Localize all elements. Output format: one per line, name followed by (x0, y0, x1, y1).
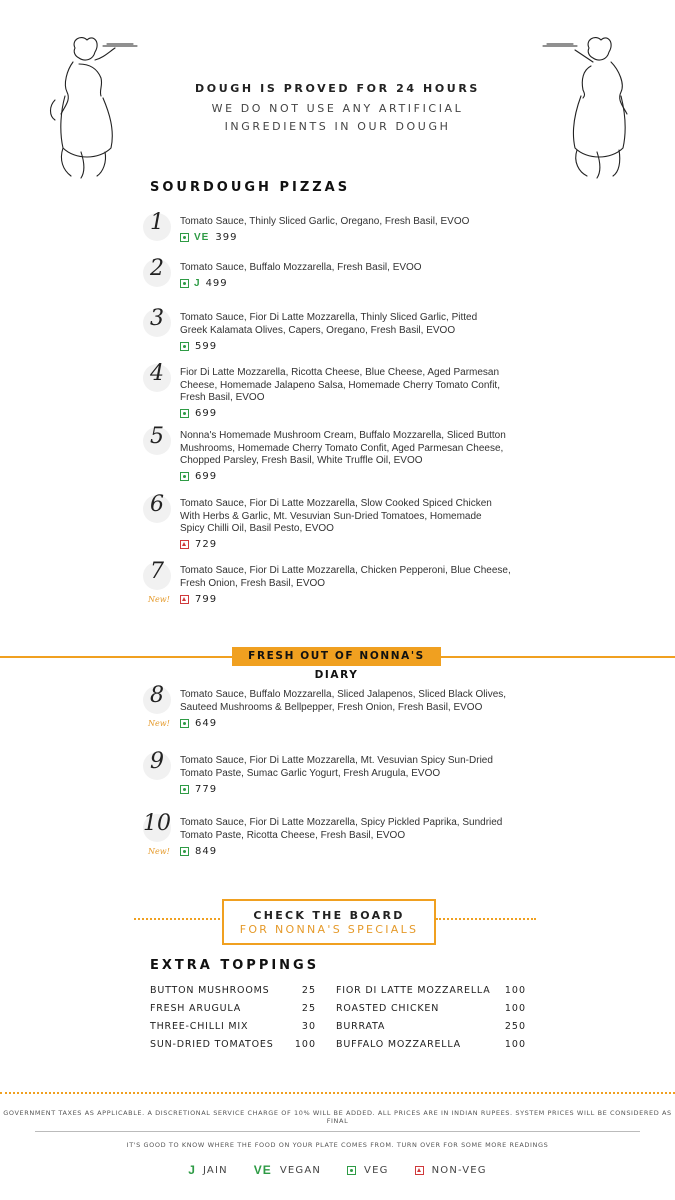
pizza-description (180, 262, 530, 275)
legend-vegan-label: VEGAN (279, 1164, 322, 1176)
pizza-price-row (180, 408, 217, 420)
jain-icon: J (188, 1163, 195, 1177)
pizza-description-line: Fresh Onion, Fresh Basil, EVOO (180, 577, 326, 589)
topping-name: BUFFALO MOZZARELLA (336, 1039, 461, 1050)
pizza-price: 699 (195, 408, 218, 420)
topping-name: BURRATA (336, 1021, 386, 1032)
topping-name: ROASTED CHICKEN (336, 1003, 440, 1014)
pizza-description-line: Tomato Sauce, Buffalo Mozzarella, Sliced Jalapenos, Sliced Black Olives, (180, 689, 507, 700)
pizza-description-line: With Herbs & Garlic, Mt. Vesuvian Sun-Dried Tomatoes, Homemade (180, 510, 482, 522)
footer-tax-note: GOVERNMENT TAXES AS APPLICABLE. A DISCRETIONAL SERVICE CHARGE OF 10% WILL BE ADDED. ALL PRICES ARE IN INDIAN RUPEES. SYSTEM PRICES WILL BE CONSIDERED AS FINAL (3, 1109, 672, 1125)
pizza-price-row (180, 278, 228, 290)
tagline-line-3: INGREDIENTS IN OUR DOUGH (224, 120, 451, 133)
dotted-line-left (134, 918, 220, 920)
pizza-description (180, 216, 530, 229)
pizza-price-row (180, 593, 217, 605)
board-line-1: CHECK THE BOARD (253, 909, 405, 922)
legend-vegan (254, 1163, 321, 1177)
check-board-box (222, 899, 436, 945)
pizza-price: 779 (195, 783, 218, 795)
pizza-price: 649 (195, 717, 218, 729)
topping-name: BUTTON MUSHROOMS (150, 985, 270, 996)
pizza-description (180, 312, 530, 337)
pizza-number: 8 (150, 683, 164, 708)
pizza-price: 599 (195, 340, 218, 352)
non-veg-icon (180, 540, 189, 549)
veg-icon (180, 279, 189, 288)
jain-icon: J (194, 278, 200, 290)
pizza-description-line: Mushrooms, Homemade Cherry Tomato Confit, Aged Parmesan Cheese, (180, 442, 504, 454)
pizza-number: 10 (143, 811, 171, 836)
pizza-number: 1 (150, 210, 164, 235)
legend-jain (188, 1163, 228, 1177)
legend-veg (347, 1165, 389, 1176)
pizza-description (180, 498, 530, 536)
pizza-description (180, 565, 530, 590)
pizza-description-line: Fresh Basil, EVOO (180, 392, 265, 404)
veg-icon (180, 785, 189, 794)
pizza-price: 699 (195, 471, 218, 483)
section-title-sourdough: SOURDOUGH PIZZAS (150, 180, 351, 195)
pizza-description-line: Tomato Sauce, Buffalo Mozzarella, Fresh Basil, EVOO (180, 262, 422, 273)
pizza-number: 4 (150, 361, 164, 386)
non-veg-icon (180, 595, 189, 604)
pizza-description-line: Spicy Chilli Oil, Basil Pesto, EVOO (180, 523, 334, 535)
veg-icon (180, 342, 189, 351)
pizza-number: 3 (150, 306, 164, 331)
topping-price: 25 (301, 985, 316, 996)
legend-nonveg (415, 1165, 487, 1176)
pizza-description (180, 755, 530, 780)
pizza-number: 2 (150, 256, 164, 281)
pizza-description-line: Tomato Sauce, Thinly Sliced Garlic, Oregano, Fresh Basil, EVOO (180, 216, 470, 227)
legend-nonveg-label: NON-VEG (431, 1164, 487, 1176)
pizza-price-row (180, 783, 217, 795)
pizza-price-row (180, 340, 217, 352)
topping-name: SUN-DRIED TOMATOES (150, 1039, 274, 1050)
new-tag: New! (148, 719, 170, 729)
dotted-line-footer (0, 1092, 675, 1094)
pizza-price-row (180, 471, 217, 483)
new-tag: New! (148, 595, 170, 605)
pizza-description-line: Tomato Sauce, Fior Di Latte Mozzarella, Chicken Pepperoni, Blue Cheese, (180, 565, 511, 576)
pizza-description-line: Greek Kalamata Olives, Capers, Oregano, Fresh Basil, EVOO (180, 324, 456, 336)
pizza-description-line: Nonna's Homemade Mushroom Cream, Buffalo Mozzarella, Sliced Button (180, 430, 506, 441)
vegan-icon: VE (194, 232, 210, 244)
legend-jain-label: JAIN (202, 1164, 228, 1176)
pizza-description-line: Tomato Sauce, Fior Di Latte Mozzarella, Thinly Sliced Garlic, Pitted (180, 312, 478, 323)
pizza-price-row (180, 232, 237, 244)
veg-icon (347, 1166, 356, 1175)
topping-price: 100 (504, 1003, 526, 1014)
pizza-number: 9 (150, 749, 164, 774)
pizza-description-line: Tomato Paste, Sumac Garlic Yogurt, Fresh Arugula, EVOO (180, 767, 441, 779)
pizza-price: 399 (215, 232, 238, 244)
topping-price: 100 (504, 985, 526, 996)
pizza-price: 849 (195, 845, 218, 857)
topping-name: FRESH ARUGULA (150, 1003, 242, 1014)
topping-price: 25 (301, 1003, 316, 1014)
pizza-description-line: Fior Di Latte Mozzarella, Ricotta Cheese, Blue Cheese, Aged Parmesan (180, 367, 500, 378)
pizza-price-row (180, 539, 217, 551)
footer-turn-over-note: IT'S GOOD TO KNOW WHERE THE FOOD ON YOUR PLATE COMES FROM. TURN OVER FOR SOME MORE READINGS (126, 1141, 549, 1149)
tagline-no-artificial (0, 100, 675, 136)
section-title-toppings: EXTRA TOPPINGS (150, 958, 320, 973)
veg-icon (180, 472, 189, 481)
topping-price: 30 (301, 1021, 316, 1032)
dotted-line-right (436, 918, 536, 920)
topping-price: 250 (504, 1021, 526, 1032)
pizza-price: 799 (195, 593, 218, 605)
pizza-number: 6 (150, 492, 164, 517)
pizza-price: 729 (195, 539, 218, 551)
new-tag: New! (148, 847, 170, 857)
topping-name: FIOR DI LATTE MOZZARELLA (336, 985, 491, 996)
veg-icon (180, 847, 189, 856)
pizza-description-line: Sauteed Mushrooms & Bellpepper, Fresh Onion, Fresh Basil, EVOO (180, 701, 483, 713)
pizza-description-line: Tomato Paste, Ricotta Cheese, Fresh Basil, EVOO (180, 829, 406, 841)
diet-legend (0, 1163, 675, 1177)
tagline-line-2: WE DO NOT USE ANY ARTIFICIAL (211, 102, 464, 115)
pizza-price-row (180, 717, 217, 729)
pizza-description (180, 367, 530, 405)
diary-banner: FRESH OUT OF NONNA'S DIARY (232, 647, 441, 666)
pizza-price: 499 (205, 278, 228, 290)
topping-name: THREE-CHILLI MIX (150, 1021, 249, 1032)
pizza-description (180, 689, 530, 714)
topping-price: 100 (294, 1039, 316, 1050)
pizza-number: 7 (150, 559, 164, 584)
pizza-description (180, 817, 530, 842)
footer-divider (35, 1131, 640, 1132)
pizza-number: 5 (150, 424, 164, 449)
non-veg-icon (415, 1166, 424, 1175)
pizza-description-line: Tomato Sauce, Fior Di Latte Mozzarella, Spicy Pickled Paprika, Sundried (180, 817, 503, 828)
board-line-2: FOR NONNA'S SPECIALS (239, 923, 419, 936)
veg-icon (180, 409, 189, 418)
vegan-icon: VE (253, 1163, 272, 1177)
pizza-description-line: Tomato Sauce, Fior Di Latte Mozzarella, Slow Cooked Spiced Chicken (180, 498, 492, 509)
veg-icon (180, 719, 189, 728)
pizza-description-line: Chopped Parsley, Fresh Basil, White Truffle Oil, EVOO (180, 455, 423, 467)
pizza-price-row (180, 845, 217, 857)
pizza-description-line: Cheese, Homemade Jalapeno Salsa, Homemade Cherry Tomato Confit, (180, 379, 500, 391)
veg-icon (180, 233, 189, 242)
tagline-dough-proved: DOUGH IS PROVED FOR 24 HOURS (195, 82, 480, 95)
pizza-description-line: Tomato Sauce, Fior Di Latte Mozzarella, Mt. Vesuvian Spicy Sun-Dried (180, 755, 493, 766)
topping-price: 100 (504, 1039, 526, 1050)
pizza-description (180, 430, 530, 468)
legend-veg-label: VEG (364, 1164, 389, 1176)
